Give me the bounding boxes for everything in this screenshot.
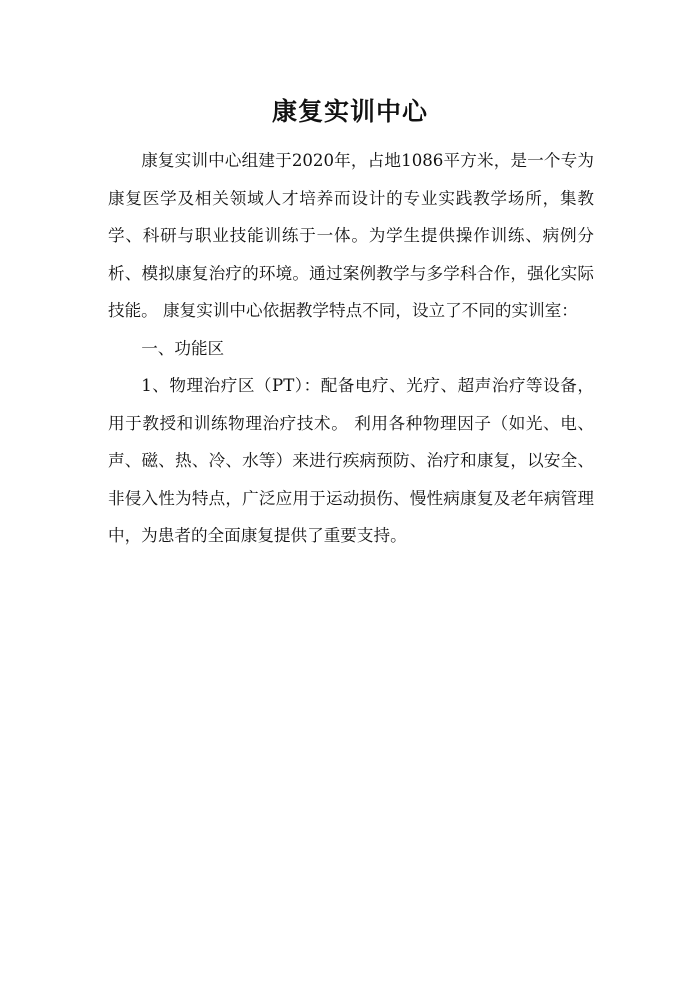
physical-therapy-paragraph: 1、物理治疗区（PT）：配备电疗、光疗、超声治疗等设备，用于教授和训练物理治疗技术。 利用各种物理因子（如光、电、声、磁、热、冷、水等）来进行疾病预防、治疗和康复，以安全、非侵入性为特点，广泛应用于运动损伤、慢性病康复及老年病管理中，为患者的全面康复提供了重要支持。 (108, 376, 594, 545)
intro-paragraph: 康复实训中心组建于2020年，占地1086平方米，是一个专为康复医学及相关领域人才培养而设计的专业实践教学场所，集教学、科研与职业技能训练于一体。为学生提供操作训练、病例分析、模拟康复治疗的环境。通过案例教学与多学科合作，强化实际技能。 康复实训中心依据教学特点不同，设立了不同的实训室： (108, 151, 594, 320)
document-body (108, 142, 594, 555)
document-title: 康复实训中心 (271, 97, 428, 126)
section-heading-functional-area: 一、功能区 (141, 338, 225, 358)
